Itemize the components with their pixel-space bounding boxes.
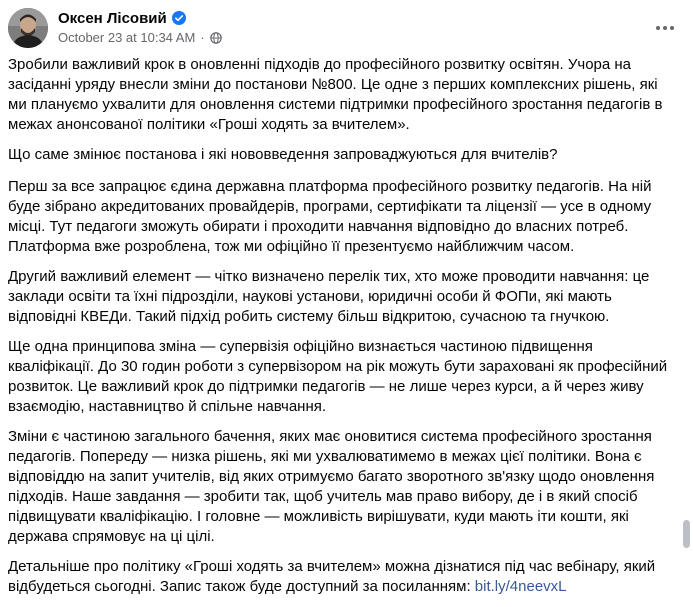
author-block: [58, 8, 222, 45]
post-body: [8, 55, 680, 607]
post-paragraph-4: Другий важливий елемент — чітко визначено перелік тих, хто може проводити навчання: це заклади освіти та їхні підрозділи, наукові установи, юридичні особи й ФОПи, які мають відповідні КВЕДи. Такий підхід робить систему більш відкритою, сучасною та гнучкою.: [8, 268, 650, 325]
webinar-link[interactable]: bit.ly/4neevxL: [474, 578, 567, 595]
more-options-icon: [655, 25, 675, 31]
post-paragraph-7: [8, 557, 680, 597]
meta-separator: ·: [200, 30, 205, 45]
post-paragraph-5: Ще одна принципова зміна — супервізія офіційно визнається частиною підвищення кваліфікації. До 30 годин роботи з супервізором на рік можуть бути зараховані як професійний розвиток. Це важливий крок до підтримки педагогів — не лише через курси, а й через живу взаємодію, наставництво й спільне навчання.: [8, 338, 668, 415]
post-paragraph-6: Зміни є частиною загального бачення, яких має оновитися система професійного зростання педагогів. Попереду — низка рішень, які ми ухвалюватимемо в межах цієї політики. Вона є відповіддю на запит учителів, від яких отримуємо багато зворотного зв'язку щодо оновлення підходів. Наше завдання — зробити так, щоб учитель мав право вибору, де і в який спосіб підвищувати кваліфікацію. І головне — можливість вирішувати, куди мають іти кошти, які держава спрямовує на ці цілі.: [8, 428, 655, 545]
author-line: [58, 8, 222, 28]
scrollbar-thumb[interactable]: [683, 520, 690, 548]
verified-badge-icon: [172, 11, 186, 25]
more-options-button[interactable]: [647, 10, 683, 46]
post-paragraph-2: Що саме змінює постанова і які нововведення запроваджуються для вчителів?: [8, 146, 558, 163]
post-paragraph-3: Перш за все запрацює єдина державна платформа професійного розвитку педагогів. На ній буде зібрано акредитованих провайдерів, програми, сертифікати та ліцензії — усе в одному місці. Тут педагоги зможуть обирати і проходити навчання відповідно до власних потреб. Платформа вже розроблена, тож ми офіційно її презентуємо найближчим часом.: [8, 178, 652, 255]
post-timestamp[interactable]: October 23 at 10:34 AM: [58, 30, 196, 45]
avatar-photo: [8, 8, 48, 48]
post-paragraph-1: Зробили важливий крок в оновленні підходів до професійного розвитку освітян. Учора на засіданні уряду внесли зміни до постанови №800. Це одне з перших комплексних рішень, які ми плануємо ухвалити для оновлення системи підтримки професійного зростання педагогів в межах анонсованої політики «Гроші ходять за вчителем».: [8, 56, 663, 133]
author-name[interactable]: Оксен Лісовий: [58, 9, 167, 27]
post-header: [8, 8, 683, 54]
last-paragraph-text: Детальніше про політику «Гроші ходять за вчителем» можна дізнатися під час вебінару, який відбудеться сьогодні. Запис також буде доступний за посиланням:: [8, 558, 656, 595]
author-avatar[interactable]: [8, 8, 48, 48]
post-meta: [58, 30, 222, 45]
globe-icon[interactable]: [210, 32, 222, 44]
